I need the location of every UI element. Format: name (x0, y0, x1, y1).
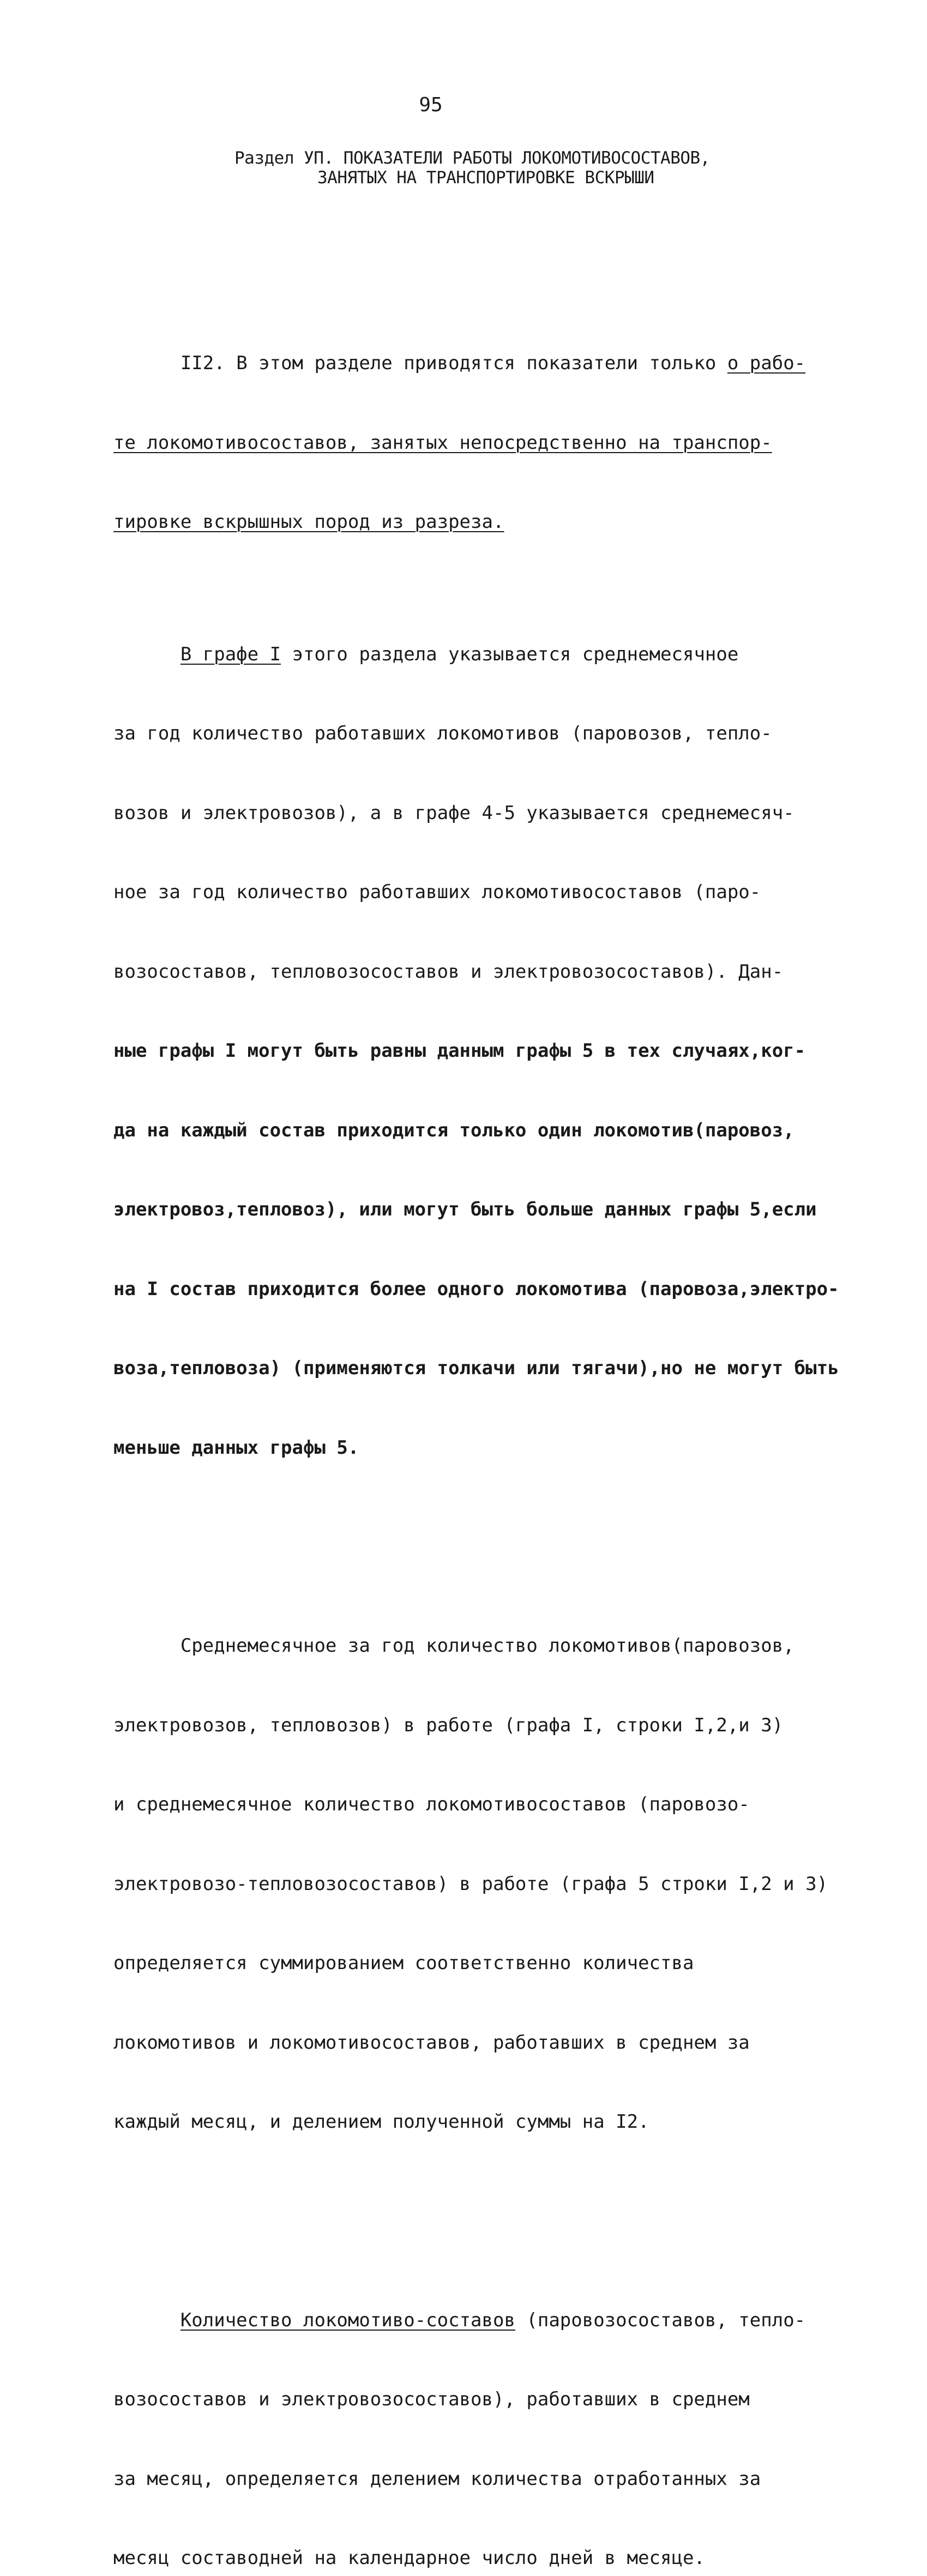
paragraph-average-line: и среднемесячное количество локомотивосоставов (паровозо- (113, 1793, 750, 1815)
paragraph-average-line: каждый месяц, и делением полученной суммы на I2. (113, 2111, 649, 2133)
section-heading (234, 148, 710, 188)
paragraph-graph-1-line: на I состав приходится более одного локомотива (паровоза,электро- (113, 1278, 839, 1300)
paragraph-number: II2. (180, 352, 237, 374)
paragraph-graph-1-line: воза,тепловоза) (применяются толкачи или тягачи),но не могут быть (113, 1357, 839, 1379)
paragraph-count-line: за месяц, определяется делением количества отработанных за (113, 2467, 761, 2490)
paragraph-graph-1-line: возов и электровозов), а в графе 4-5 указывается среднемесяч- (113, 802, 794, 824)
paragraph-112-line: тировке вскрышных пород из разреза. (113, 511, 504, 533)
paragraph-graph-1-line: да на каждый состав приходится только один локомотив(паровоз, (113, 1119, 794, 1141)
paragraph-graph-1-line: ные графы I могут быть равны данным графы 5 в тех случаях,ког- (113, 1040, 806, 1062)
paragraph-112-line: те локомотивосоставов, занятых непосредственно на транспор- (113, 431, 772, 454)
paragraph-graph-1-line: ное за год количество работавших локомотивосоставов (паро- (113, 881, 761, 903)
paragraph-graph-1-line: электровоз,тепловоз), или могут быть больше данных графы 5,если (113, 1199, 817, 1220)
page-number: 95 (419, 94, 443, 116)
paragraph-graph-1-line: возосоставов, тепловозосоставов и электровозосоставов). Дан- (113, 960, 784, 983)
underlined-term: В графе I (180, 643, 281, 665)
paragraph-average-line: определяется суммированием соответственно количества (113, 1952, 694, 1974)
section-heading-line-2: ЗАНЯТЫХ НА ТРАНСПОРТИРОВКЕ ВСКРЫШИ (317, 168, 654, 188)
paragraph-count-line: возосоставов и электровозосоставов), работавших в среднем (113, 2388, 750, 2410)
paragraph-112-line: II2. В этом разделе приводятся показатели только о рабо- (180, 352, 806, 374)
paragraph-count-line: месяц составодней на календарное число дней в месяце. (113, 2547, 705, 2569)
underlined-term: Количество локомотиво-составов (180, 2309, 515, 2331)
paragraph-average-line: Среднемесячное за год количество локомотивов(паровозов, (113, 1635, 794, 1657)
paragraph-graph-1-line: за год количество работавших локомотивов (паровозов, тепло- (113, 723, 772, 744)
paragraph-graph-1-line: В графе I этого раздела указывается среднемесячное (180, 643, 739, 665)
body-text (113, 244, 855, 2576)
paragraph-average-line: электровозо-тепловозосоставов) в работе (графа 5 строки I,2 и 3) (113, 1873, 828, 1895)
paragraph-average-line: электровозов, тепловозов) в работе (графа I, строки I,2,и 3) (113, 1714, 784, 1736)
paragraph-count-line: Количество локомотиво-составов (паровозосоставов, тепло- (180, 2309, 806, 2331)
section-heading-line-1: Раздел УП. ПОКАЗАТЕЛИ РАБОТЫ ЛОКОМОТИВОСОСТАВОВ, (234, 148, 710, 168)
paragraph-average-line: локомотивов и локомотивосоставов, работавших в среднем за (113, 2031, 750, 2054)
paragraph-graph-1-line: меньше данных графы 5. (113, 1436, 359, 1459)
